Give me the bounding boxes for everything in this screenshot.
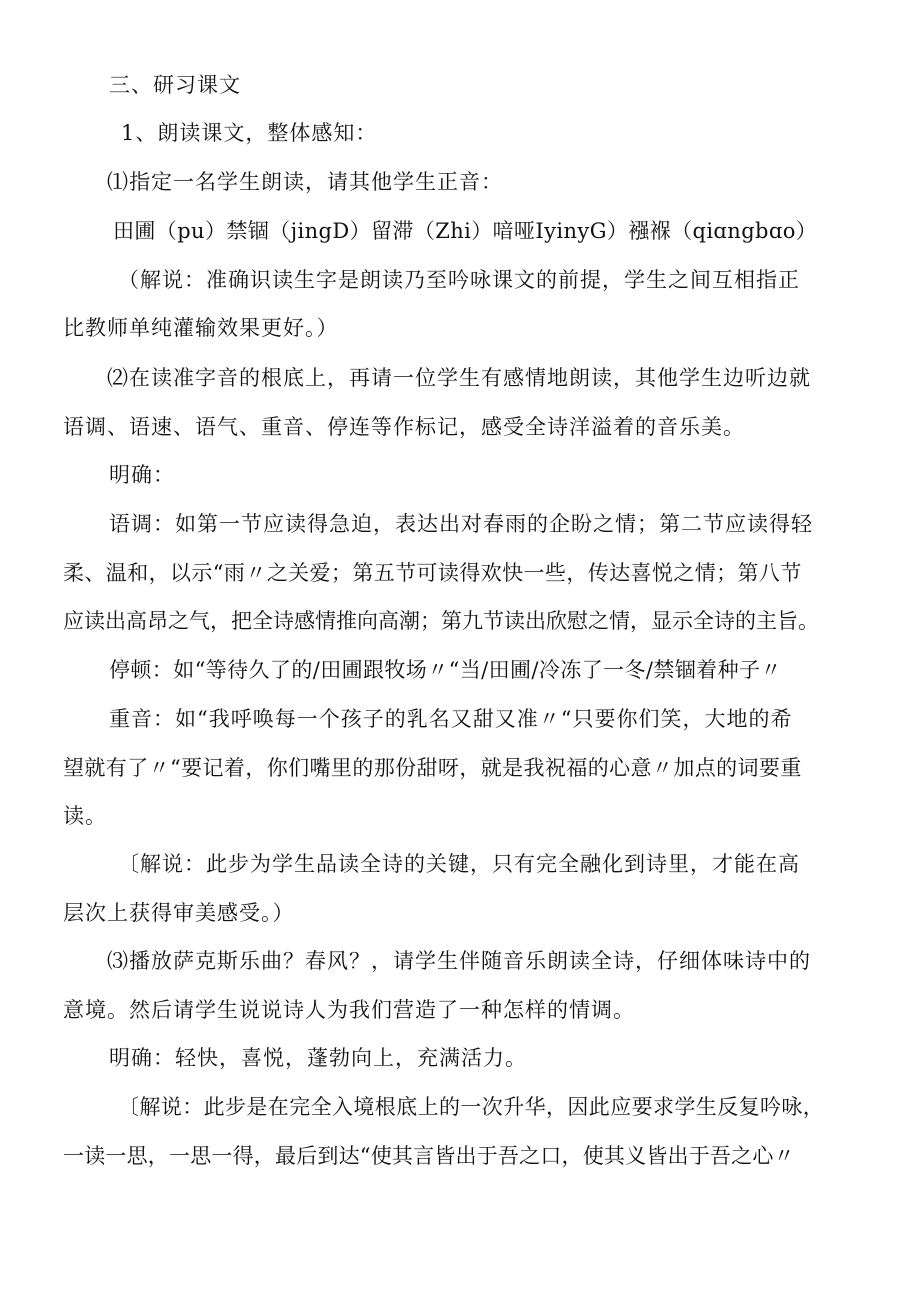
paragraph-line: 应读出高昂之气，把全诗感情推向高潮；第九节读出欣慰之情，显示全诗的主旨。 [63,609,819,633]
paragraph-line: 读。 [63,804,107,828]
paragraph-line: 语调：如第一节应读得急迫，表达出对春雨的企盼之情；第二节应读得轻 [109,512,813,536]
paragraph-line: 停顿：如“等待久了的/田圃跟牧场〃“当/田圃/冷冻了一冬/禁锢着种子〃 [109,658,782,682]
paragraph-line: ⑵在读准字音的根底上，再请一位学生有感情地朗读，其他学生边听边就 [107,366,811,390]
label-line: 明确： [109,463,175,487]
commentary-line: 一读一思，一思一得，最后到达“使其言皆出于吾之口，使其义皆出于吾之心〃 [63,1144,795,1168]
commentary-line: 比教师单纯灌输效果更好。） [63,316,339,340]
commentary-line: 层次上获得审美感受。） [63,901,295,925]
paragraph-line: 语调、语速、语气、重音、停连等作标记，感受全诗洋溢着的音乐美。 [63,415,745,439]
commentary-line: 〔解说：此步是在完全入境根底上的一次升华，因此应要求学生反复吟咏， [118,1095,825,1119]
subsection-heading: 1、朗读课文，整体感知： [121,121,378,145]
section-heading: 三、研习课文 [109,73,241,97]
paragraph-line: ⑶播放萨克斯乐曲？春风？，请学生伴随音乐朗读全诗，仔细体味诗中的 [107,949,811,973]
paragraph-line: 望就有了〃“要记着，你们嘴里的那份甜呀，就是我祝福的心意〃加点的词要重 [63,756,802,780]
commentary-line: （解说：准确识读生字是朗读乃至吟咏课文的前提，学生之间互相指正 [118,268,800,292]
paragraph-line: 明确：轻快，喜悦，蓬勃向上，充满活力。 [109,1046,527,1070]
paragraph-line: 重音：如“我呼唤每一个孩子的乳名又甜又准〃“只要你们笑，大地的希 [109,707,793,731]
pinyin-line: 田圃（pu）禁锢（jingD）留滞（Zhi）喑哑IyinyG）襁褓（qiɑngbɑo） [113,219,818,243]
paragraph-line: 意境。然后请学生说说诗人为我们营造了一种怎样的情调。 [63,998,635,1022]
commentary-line: 〔解说：此步为学生品读全诗的关键，只有完全融化到诗里，才能在高 [118,852,800,876]
paragraph-line: 柔、温和，以示“雨〃之关爱；第五节可读得欢快一些，传达喜悦之情；第八节 [63,561,802,585]
paragraph-line: ⑴指定一名学生朗读，请其他学生正音： [107,170,503,194]
